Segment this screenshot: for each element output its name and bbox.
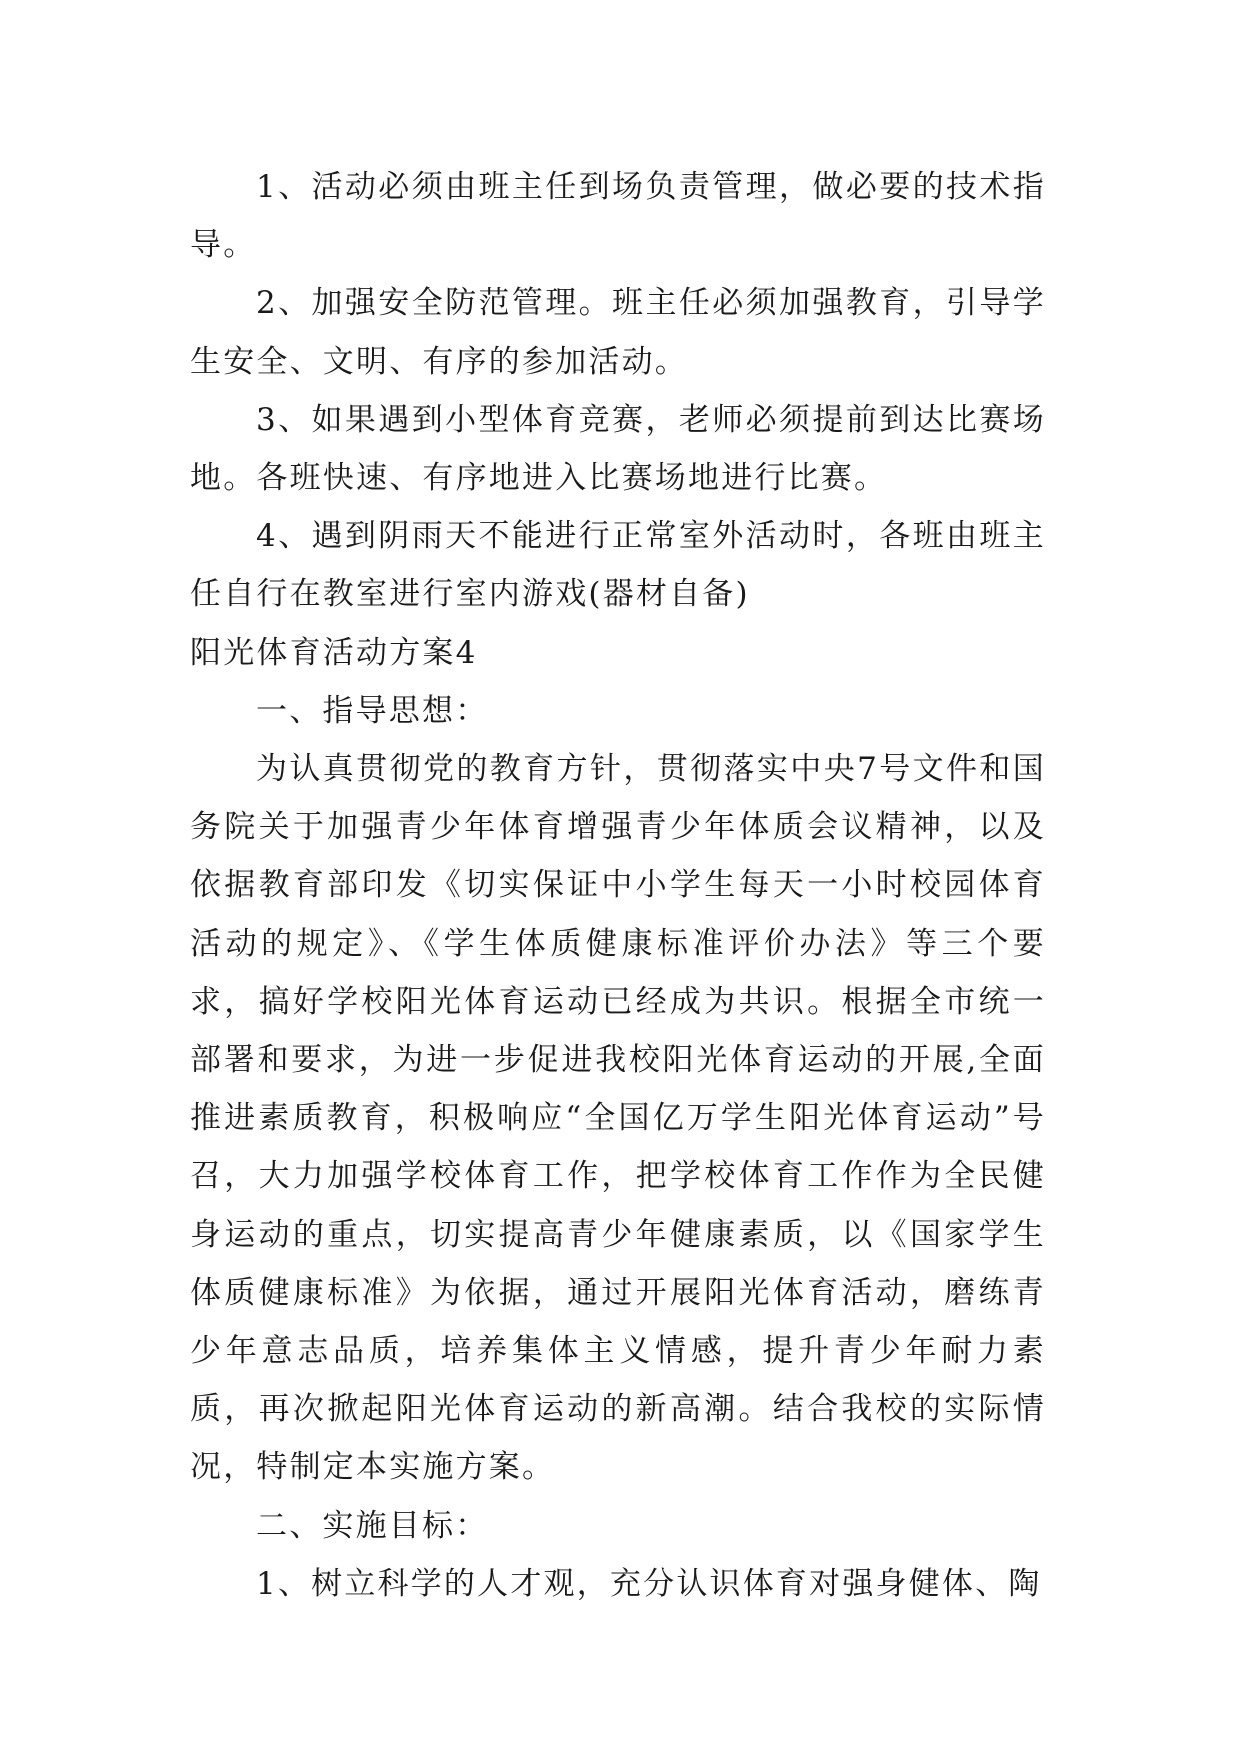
paragraph-activity-management: 1、活动必须由班主任到场负责管理，做必要的技术指导。 bbox=[190, 169, 1046, 264]
paragraph-goal-1: 1、树立科学的人才观，充分认识体育对强身健体、陶 bbox=[256, 1565, 1042, 1602]
paragraph-competition-arrival: 3、如果遇到小型体育竞赛，老师必须提前到达比赛场地。各班快速、有序地进入比赛场地进行比赛。 bbox=[190, 401, 1046, 497]
paragraph-guiding-ideology-body: 为认真贯彻党的教育方针，贯彻落实中央7号文件和国务院关于加强青少年体育增强青少年体质会议精神，以及依据教育部印发《切实保证中小学生每天一小时校园体育活动的规定》、《学生体质健康标准评价办法》等三个要求，搞好学校阳光体育运动已经成为共识。根据全市统一部署和要求，为进一步促进我校阳光体育运动的开展,全面推进素质教育，积极响应“全国亿万学生阳光体育运动”号召，大力加强学校体育工作，把学校体育工作作为全民健身运动的重点，切实提高青少年健康素质，以《国家学生体质健康标准》为依据，通过开展阳光体育活动，磨练青少年意志品质，培养集体主义情感，提升青少年耐力素质，再次掀起阳光体育运动的新高潮。结合我校的实际情况，特制定本实施方案。 bbox=[190, 751, 1046, 1486]
section-title: 阳光体育活动方案4 bbox=[190, 634, 478, 671]
document-body bbox=[190, 158, 1046, 1613]
paragraph-safety-management: 2、加强安全防范管理。班主任必须加强教育，引导学生安全、文明、有序的参加活动。 bbox=[190, 285, 1046, 380]
paragraph-rainy-day: 4、遇到阴雨天不能进行正常室外活动时，各班由班主任自行在教室进行室内游戏(器材自备) bbox=[190, 518, 1046, 613]
heading-implementation-goals: 二、实施目标： bbox=[256, 1507, 489, 1544]
heading-guiding-ideology: 一、指导思想： bbox=[256, 692, 489, 729]
